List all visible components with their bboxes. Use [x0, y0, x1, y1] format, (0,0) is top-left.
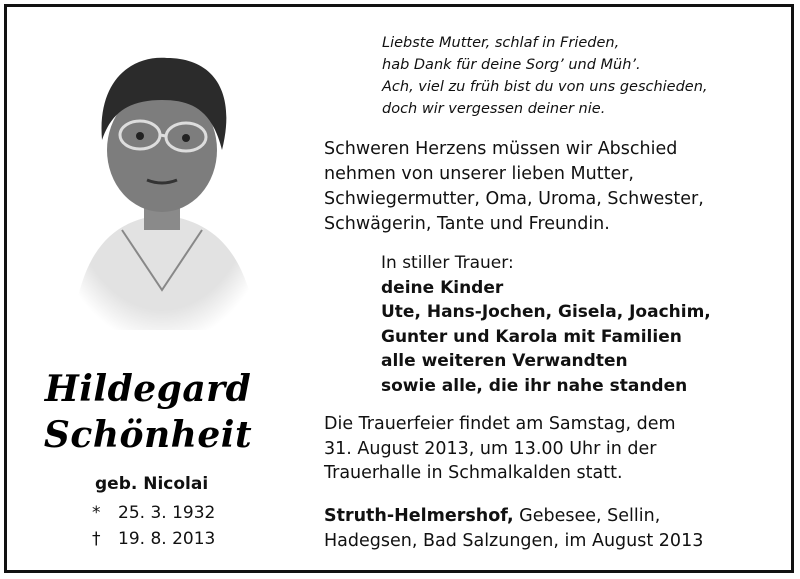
poem [382, 32, 708, 120]
death-date: 19. 8. 2013 [118, 529, 216, 549]
farewell-line: Schweren Herzens müssen wir Abschied [324, 139, 678, 159]
death-symbol: † [92, 529, 101, 549]
farewell-line: Schwägerin, Tante und Freundin. [324, 214, 610, 234]
birth-symbol: * [92, 503, 101, 523]
mourner-line: sowie alle, die ihr nahe standen [381, 375, 688, 396]
birth-date: 25. 3. 1932 [118, 503, 216, 523]
mourners-heading: In stiller Trauer: [381, 253, 514, 273]
mourner-line: deine Kinder [381, 277, 504, 298]
portrait-photo [62, 40, 262, 330]
place-date-footer [324, 504, 703, 553]
death-date-line [92, 529, 215, 549]
farewell-line: Schwiegermutter, Oma, Uroma, Schwester, [324, 189, 704, 209]
poem-line: hab Dank für deine Sorg’ und Müh’. [382, 57, 641, 73]
footer-line-2: Hadegsen, Bad Salzungen, im August 2013 [324, 530, 704, 551]
footer-line-1 [324, 504, 703, 529]
deceased-last-name: Schönheit [43, 414, 253, 456]
poem-line: Ach, viel zu früh bist du von uns geschieden, [382, 79, 708, 95]
mourner-line: Ute, Hans-Jochen, Gisela, Joachim, [381, 302, 711, 322]
mourners-block [381, 251, 711, 398]
mourner-line: Gunter und Karola mit Familien [381, 326, 682, 347]
ceremony-line: Trauerhalle in Schmalkalden statt. [324, 463, 623, 483]
deceased-first-name: Hildegard [44, 368, 252, 410]
ceremony-line: 31. August 2013, um 13.00 Uhr in der [324, 438, 657, 459]
farewell-line: nehmen von unserer lieben Mutter, [324, 164, 634, 184]
footer-places: Gebesee, Sellin, [513, 506, 661, 526]
footer-place: Struth-Helmershof, [324, 506, 514, 526]
poem-line: Liebste Mutter, schlaf in Frieden, [382, 35, 620, 51]
birth-date-line [92, 503, 215, 523]
ceremony-info [324, 412, 676, 486]
mourner-line: alle weiteren Verwandten [381, 351, 628, 371]
farewell-text [324, 137, 704, 237]
maiden-name: geb. Nicolai [95, 474, 209, 494]
poem-line: doch wir vergessen deiner nie. [382, 101, 606, 117]
ceremony-line: Die Trauerfeier findet am Samstag, dem [324, 414, 676, 434]
